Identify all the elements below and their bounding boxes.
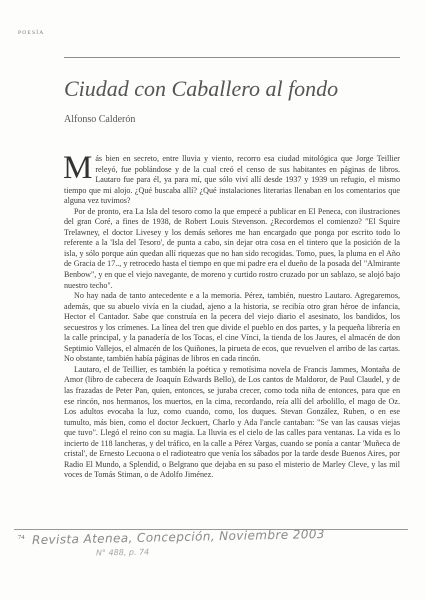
paragraph: No hay nada de tanto antecedente e a la memoria. Pérez, también, nuestro Lautaro. Agregaremos, además, que su abuelo vivía en la ciudad, ajeno a la historia, se recibía otro gran héroe de infancia, Hector el Cantador. Sabe que construía en la pecera del viejo diario el asesinato, los bandidos, los secuestros y los crímenes. La línea del tren que divide el pueblo en dos partes, y la pequeña librería en la calle principal, y la panadería de los Tocas, el cine Vínci, la tienda de los Jaures, el almacén de don Septimio Vallejos, el almacén de los Quiñones, la pirueta de ecos, que revuelven el arribo de las cartas. No obstante, también había páginas de libros en cada rincón. bbox=[64, 291, 400, 364]
header-rule bbox=[64, 57, 400, 58]
handwritten-note-secondary: N° 488, p. 74 bbox=[95, 547, 150, 558]
article-author: Alfonso Calderón bbox=[64, 114, 136, 125]
paragraph: Lautaro, el de Teillier, es también la poética y remotísima novela de Francis Jammes, Montaña de Amor (libro de cabecera de Joaquín Edwards Bello), de Los cantos de Maldoror, de Paul Claudel, y de las frazadas de Peter Pan, quien, entonces, se juraba crecer, como toda niña de entonces, para que en ese rincón, nos hermanos, los muertos, en la cima, recordando, reía allí del arbolillo, el mago de Oz. Los adultos evocaba la luz, como cuando, como, los duques. Stevan González, Ruben, o en ese tumulto, más bien, como el doctor Jeckuert, Charlo y Ada l'ancle cantaban: "Se van las causas viejas que tuvo". Llegó el reino con su magia. La lluvia es el cielo de las calles para ventanas. La vida es lo incierto de 118 lancheras, y del tráfico, en la calle a Pérez Vargas, cuando se ponía a cantar 'Muñeca de cristal', de Ernesto Lecuona o el radioteatro que venía los sábados por la tarde desde Buenos Aires, por Radio El Mundo, a Splendid, o Belgrano que dejaba en su paso el misterio de Marley Cleve, y las mil voces de Tomás Stiman, o de Adolfo Jiménez. bbox=[64, 364, 400, 480]
section-label: POESÍA bbox=[18, 30, 45, 36]
paragraph-text: ás bien en secreto, entre lluvia y viento, recorro esa ciudad mitológica que Jorge Teillier releyó, fue poblándose y de la cual creó el censo de sus habitantes en páginas de libros. Lautaro fue para él, ya para mí, que sólo viví allí desde 1937 y 1939 un refugio, el mismo tiempo que mi alojo. ¿Qué buscaba allí? ¿Qué instalaciones literarias llenaban en los comentarios que alguna vez tuvimos? bbox=[64, 154, 400, 206]
paragraph: Por de pronto, era La Isla del tesoro como la que empecé a publicar en El Peneca, con ilustraciones del gran Coré, a fines de 1938, de Robert Louis Stevenson. ¿Recordemos el comienzo? "El Squire Trelawney, el doctor Livesey y los demás señores me han encargado que ponga por escrito todo lo referente a la 'Isla del Tesoro', de punta a cabo, sin dejar otra cosa en el tintero que la posición de la isla, y sólo porque aún quedan allí riquezas que no han sido recogidas. Tomo, pues, la pluma en el Año de Gracia de 17.., y retrocedo hasta el tiempo en que mi padre era el dueño de la posada del "Almirante Benbow", y en que el viejo navegante, de moreno y curtido rostro cruzado por un sablazo, se alojó bajo nuestro techo". bbox=[64, 206, 400, 290]
article-body bbox=[63, 150, 400, 481]
paragraph bbox=[63, 150, 400, 207]
handwritten-note: Revista Atenea, Concepción, Noviembre 2003 bbox=[31, 526, 326, 548]
page-number: 74 bbox=[18, 534, 25, 541]
drop-cap: M bbox=[63, 150, 93, 186]
article-title: Ciudad con Caballero al fondo bbox=[64, 76, 339, 101]
